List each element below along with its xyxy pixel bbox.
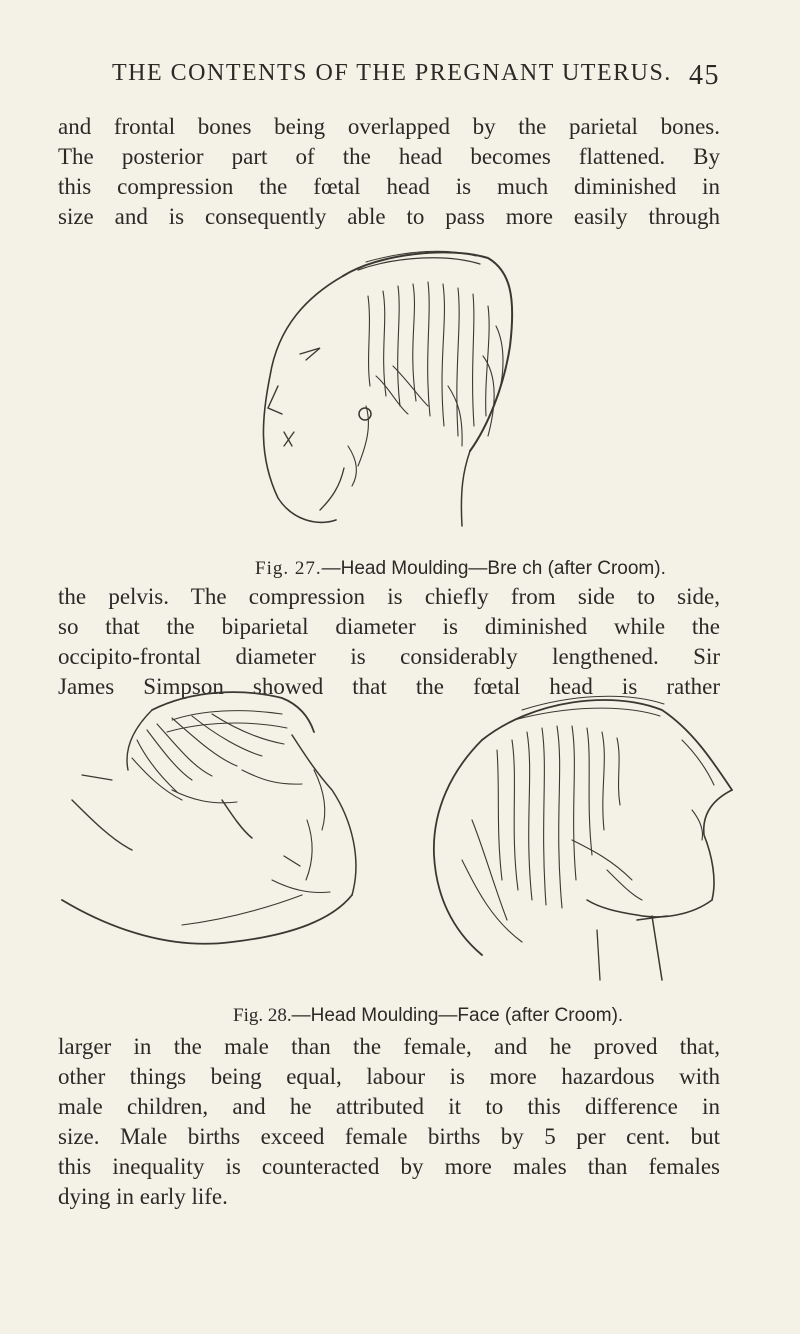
text-line: dying in early life. bbox=[58, 1184, 228, 1209]
text-line: male children, and he attributed it to this difference in bbox=[58, 1094, 720, 1119]
text-line: this inequality is counteracted by more males than females bbox=[58, 1154, 720, 1179]
text-line: this compression the fœtal head is much diminished in bbox=[58, 174, 720, 199]
text-line: larger in the male than the female, and he proved that, bbox=[58, 1034, 720, 1059]
running-head bbox=[90, 60, 720, 96]
running-head-title: THE CONTENTS OF THE PREGNANT UTERUS. bbox=[112, 60, 672, 86]
text-line: so that the biparietal diameter is diminished while the bbox=[58, 614, 720, 639]
figure-27-caption bbox=[255, 558, 666, 580]
text-line: occipito-frontal diameter is considerably lengthened. Sir bbox=[58, 644, 720, 669]
text-line: and frontal bones being overlapped by the parietal bones. bbox=[58, 114, 720, 139]
text-line: size. Male births exceed female births by 5 per cent. but bbox=[58, 1124, 720, 1149]
text-line: The posterior part of the head becomes flattened. By bbox=[58, 144, 720, 169]
figure-28-head-moulding-face bbox=[52, 680, 742, 990]
page-number: 45 bbox=[689, 60, 720, 91]
figure-27-head-moulding-breech bbox=[248, 236, 538, 546]
figure-27-caption-text: —Head Moulding—Bre ch (after Croom). bbox=[321, 558, 666, 579]
text-line: the pelvis. The compression is chiefly from side to side, bbox=[58, 584, 720, 609]
figure-28-caption-text: —Head Moulding—Face (after Croom). bbox=[291, 1005, 624, 1026]
figure-28-left-head bbox=[62, 692, 356, 944]
figure-28-caption bbox=[233, 1005, 623, 1027]
text-line: James Simpson showed that the fœtal head is rather bbox=[58, 674, 720, 699]
figure-28-number: Fig. 28. bbox=[233, 1005, 292, 1026]
figure-27-number: Fig. 27. bbox=[255, 558, 322, 579]
paragraph-3 bbox=[58, 1032, 720, 1212]
paragraph-1 bbox=[58, 112, 720, 232]
text-line: size and is consequently able to pass more easily through bbox=[58, 204, 720, 229]
figure-28-right-head bbox=[434, 696, 732, 980]
text-line: other things being equal, labour is more hazardous with bbox=[58, 1064, 720, 1089]
